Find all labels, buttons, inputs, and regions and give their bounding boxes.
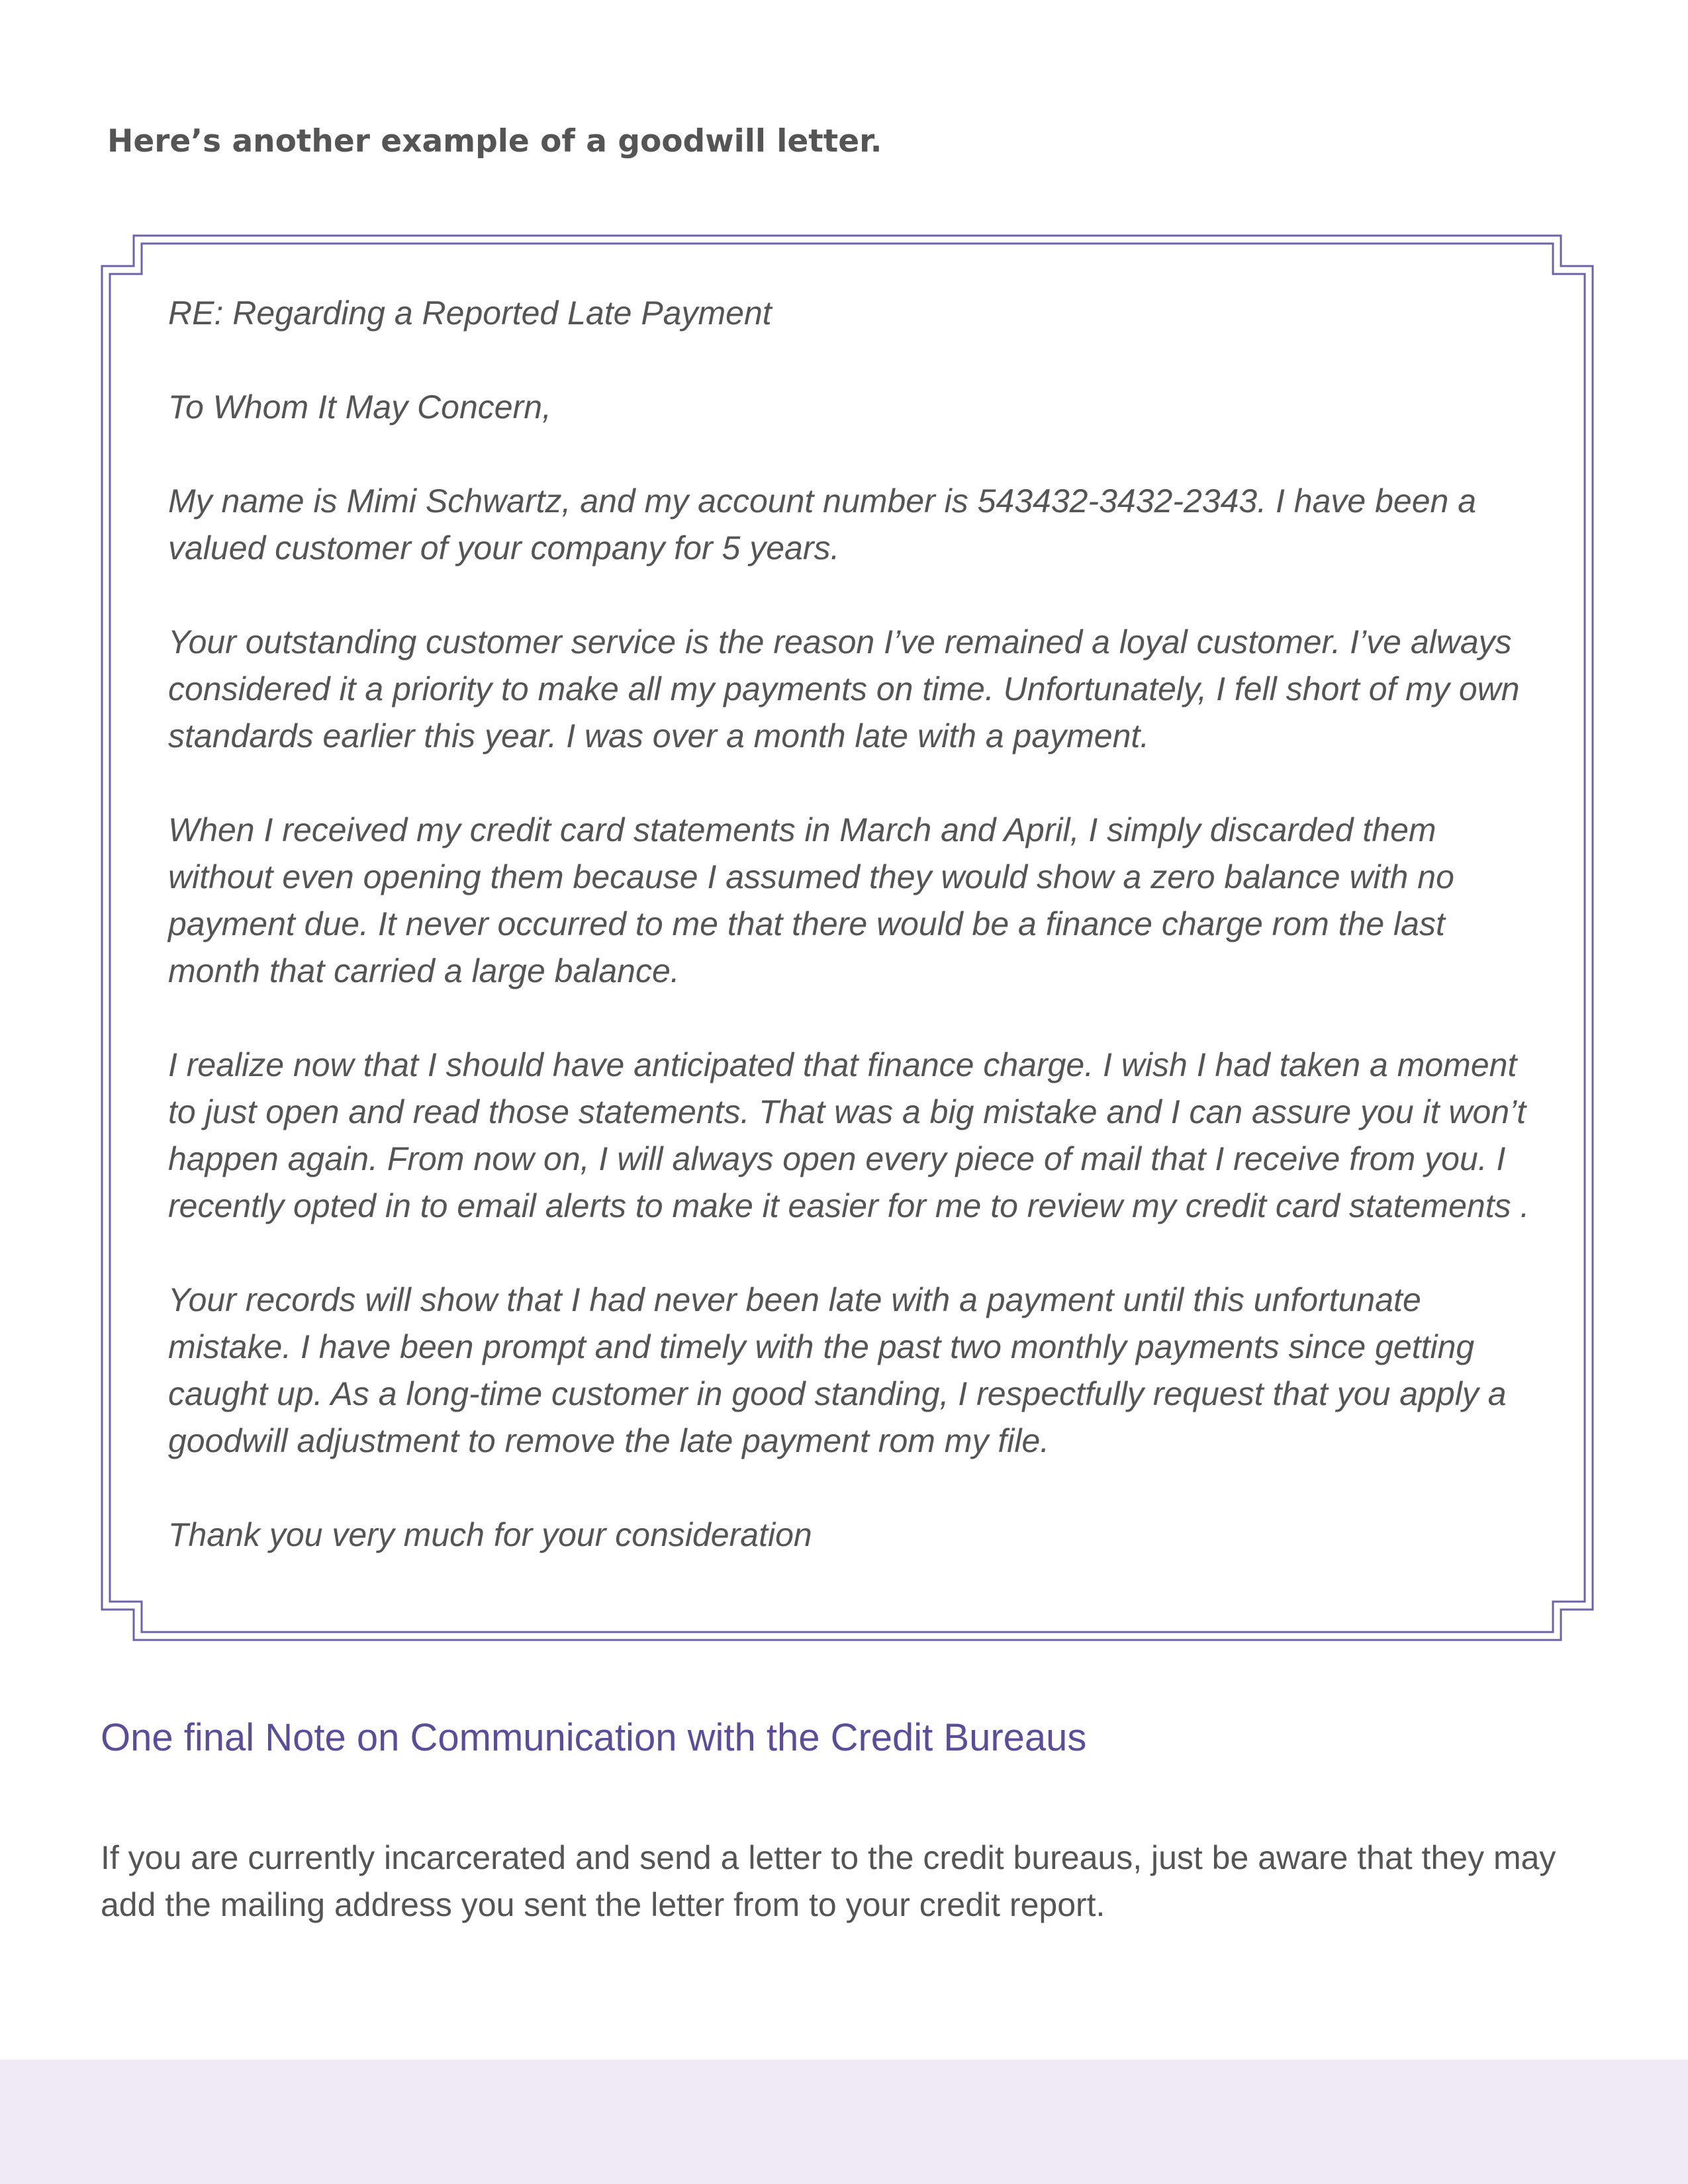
letter-paragraph: When I received my credit card statements in March and April, I simply discarded them without even opening them because I assumed they would show a zero balance with no payment due. It never occurred to me that there would be a finance charge rom the last month that carried a large balance. <box>168 811 1454 989</box>
letter-paragraph: Your records will show that I had never been late with a payment until this unfortunate mistake. I have been prompt and timely with the past two monthly payments since getting caught up. As a long-time customer in good standing, I respectfully request that you apply a goodwill adjustment to remove the late payment rom my file. <box>168 1281 1507 1459</box>
section-heading: One final Note on Communication with the Credit Bureaus <box>101 1716 1087 1759</box>
letter-paragraph: I realize now that I should have anticipated that finance charge. I wish I had taken a moment to just open and read those statements. That was a big mistake and I can assure you it won’t happen again. From now on, I will always open every piece of mail that I receive from you. I recently opted in to email alerts to make it easier for me to review my credit card statements . <box>168 1046 1530 1224</box>
footer <box>0 2060 1688 2184</box>
intro-heading: Here’s another example of a goodwill letter. <box>107 123 882 159</box>
letter-body <box>168 290 1545 1606</box>
section-text: If you are currently incarcerated and send a letter to the credit bureaus, just be aware that they may add the mailing address you sent the letter from to your credit report. <box>101 1839 1556 1923</box>
letter-paragraph: My name is Mimi Schwartz, and my account number is 543432-3432-2343. I have been a valued customer of your company for 5 years. <box>168 482 1477 567</box>
letter-paragraph: Your outstanding customer service is the reason I’ve remained a loyal customer. I’ve always considered it a priority to make all my payments on time. Unfortunately, I fell short of my own standards earlier this year. I was over a month late with a payment. <box>168 623 1520 754</box>
letter-salutation: To Whom It May Concern, <box>168 388 551 426</box>
letter-subject: RE: Regarding a Reported Late Payment <box>168 295 772 332</box>
letter-closing: Thank you very much for your consideration <box>168 1516 812 1553</box>
